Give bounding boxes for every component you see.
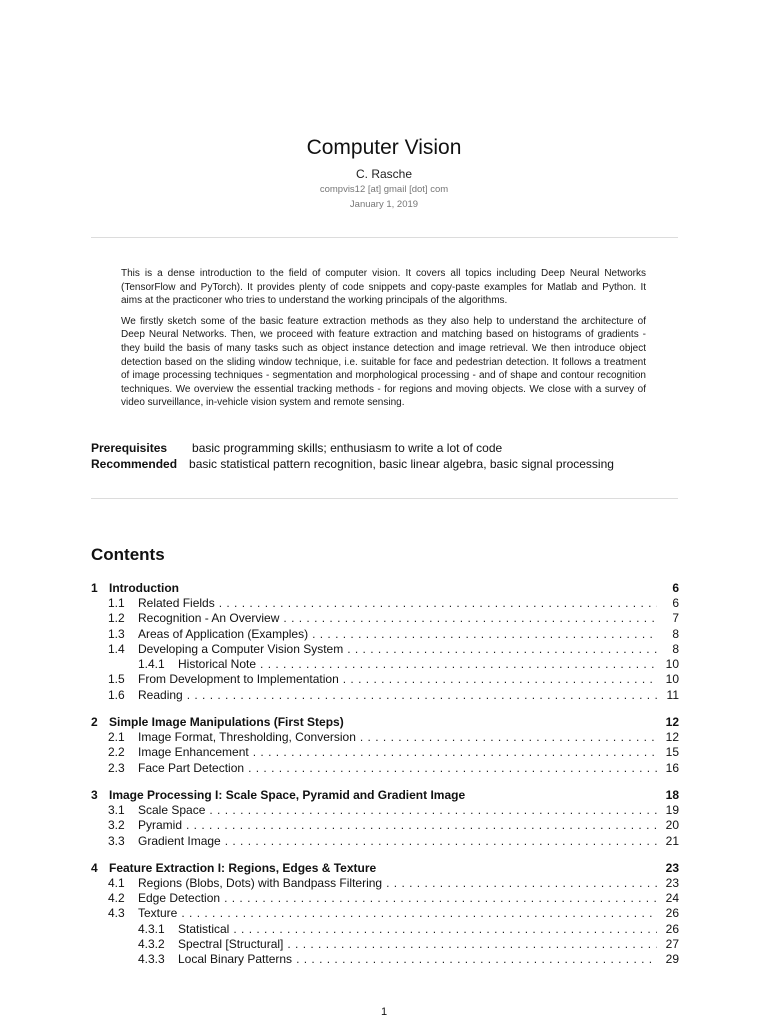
toc-title: Recognition - An Overview [138,611,280,626]
toc-section-entry[interactable] [91,876,679,891]
toc-leader-dots [209,803,657,818]
toc-number: 1.4.1 [138,657,165,672]
toc-leader-dots [219,596,657,611]
toc-section-entry[interactable] [91,906,679,921]
toc-number: 3.1 [108,802,125,817]
prerequisites-row [91,440,614,456]
toc-leader-dots [225,834,657,849]
toc-page-number: 29 [665,952,679,967]
toc-number: 1.5 [108,672,125,687]
toc-title: Statistical [178,921,230,936]
document-date: January 1, 2019 [349,199,419,210]
toc-leader-dots [283,611,657,626]
toc-title: Feature Extraction I: Regions, Edges & Texture [109,860,377,875]
toc-page-number: 19 [665,802,679,817]
table-of-contents [91,580,679,979]
toc-page-number: 21 [665,833,679,848]
toc-leader-dots [287,937,657,952]
toc-page-number: 6 [672,596,679,610]
page-number: 1 [380,1006,388,1018]
toc-section-entry[interactable] [91,745,679,760]
toc-title: Edge Detection [138,891,221,906]
toc-title: Image Format, Thresholding, Conversion [138,730,356,745]
toc-title: Image Enhancement [138,745,249,760]
toc-title: Reading [138,687,183,702]
toc-title: Simple Image Manipulations (First Steps) [109,715,344,730]
toc-leader-dots [224,891,657,906]
toc-subsubsection-entry[interactable] [91,937,679,952]
author-name: C. Rasche [355,167,413,181]
toc-page-number: 12 [665,715,679,730]
toc-number: 3.3 [108,833,125,848]
toc-leader-dots [233,922,657,937]
toc-title: Texture [138,906,178,921]
toc-leader-dots [186,818,657,833]
toc-page-number: 7 [672,611,679,626]
toc-section-entry[interactable] [91,627,679,642]
toc-leader-dots [386,876,657,891]
recommended-label: Recommended [91,457,178,471]
toc-chapter-entry[interactable] [91,787,679,803]
toc-number: 4.3 [108,906,125,921]
toc-page-number: 23 [665,860,679,875]
divider-top [91,237,678,238]
toc-page-number: 8 [672,641,679,656]
prerequisites-label: Prerequisites [91,441,168,455]
toc-page-number: 20 [665,818,679,833]
toc-subsubsection-entry[interactable] [91,922,679,937]
toc-page-number: 18 [665,787,679,802]
toc-leader-dots [343,672,657,687]
toc-number: 1.3 [108,626,125,641]
toc-leader-dots [248,761,657,776]
toc-section-entry[interactable] [91,730,679,745]
toc-page-number: 24 [665,891,679,906]
toc-page-number: 6 [672,581,679,595]
toc-page-number: 10 [665,672,679,687]
toc-section-entry[interactable] [91,596,679,611]
toc-title: Regions (Blobs, Dots) with Bandpass Filtering [138,875,383,890]
toc-page-number: 26 [665,906,679,921]
toc-chapter-group [91,714,679,776]
toc-chapter-group [91,580,679,703]
toc-section-entry[interactable] [91,611,679,626]
abstract-paragraph-1: This is a dense introduction to the field of computer vision. It covers all topics including Deep Neural Networks (TensorFlow and PyTorch). It provides plenty of code snippets and copy-paste examples for Matlab and Python. It aims at the practiconer who tries to understand the working principals of the algorithms. [121,268,646,307]
abstract [121,267,646,417]
toc-number: 1.4 [108,641,125,656]
course-requirements [91,440,614,472]
toc-title: From Development to Implementation [138,672,339,687]
toc-page-number: 26 [665,921,679,936]
toc-leader-dots [260,657,657,672]
toc-page-number: 8 [672,626,679,641]
toc-section-entry[interactable] [91,818,679,833]
toc-leader-dots [187,688,657,703]
author-email: compvis12 [at] gmail [dot] com [319,184,449,195]
toc-section-entry[interactable] [91,834,679,849]
toc-page-number: 11 [666,687,679,702]
toc-number: 3 [91,787,98,802]
toc-title: Related Fields [138,596,215,610]
toc-section-entry[interactable] [91,803,679,818]
toc-page-number: 15 [665,745,679,760]
toc-chapter-group [91,787,679,849]
toc-title: Image Processing I: Scale Space, Pyramid and Gradient Image [109,787,466,802]
toc-number: 1.2 [108,611,125,626]
toc-leader-dots [360,730,657,745]
document-title: Computer Vision [306,136,462,159]
toc-chapter-entry[interactable] [91,860,679,876]
toc-title: Local Binary Patterns [178,952,293,967]
toc-leader-dots [253,745,657,760]
toc-subsubsection-entry[interactable] [91,657,679,672]
toc-number: 1.6 [108,687,125,702]
toc-section-entry[interactable] [91,642,679,657]
toc-section-entry[interactable] [91,672,679,687]
toc-title: Pyramid [138,818,183,833]
toc-section-entry[interactable] [91,761,679,776]
toc-title: Areas of Application (Examples) [138,626,309,641]
toc-leader-dots [296,952,657,967]
toc-number: 1 [91,581,98,595]
toc-chapter-entry[interactable] [91,714,679,730]
toc-number: 2.3 [108,760,125,775]
toc-leader-dots [312,627,657,642]
contents-heading: Contents [91,545,165,564]
toc-title: Introduction [109,581,179,595]
toc-number: 2.2 [108,745,125,760]
toc-number: 2 [91,715,98,730]
toc-page-number: 16 [665,760,679,775]
toc-number: 1.1 [108,596,125,610]
toc-leader-dots [347,642,657,657]
toc-title: Face Part Detection [138,760,245,775]
toc-title: Gradient Image [138,833,221,848]
toc-chapter-entry[interactable] [91,580,679,596]
toc-page-number: 12 [665,730,679,745]
prerequisites-value: basic programming skills; enthusiasm to write a lot of code [192,441,503,455]
toc-page-number: 10 [665,657,679,672]
toc-subsubsection-entry[interactable] [91,952,679,967]
toc-page-number: 27 [665,937,679,952]
toc-section-entry[interactable] [91,688,679,703]
toc-number: 2.1 [108,730,125,745]
divider-bottom [91,498,678,499]
toc-number: 4.3.1 [138,921,165,936]
toc-page-number: 23 [665,875,679,890]
toc-chapter-group [91,860,679,968]
toc-section-entry[interactable] [91,891,679,906]
toc-title: Spectral [Structural] [178,937,284,952]
toc-number: 4.1 [108,875,125,890]
toc-number: 3.2 [108,818,125,833]
title-block [0,134,768,210]
recommended-row [91,456,614,472]
toc-title: Scale Space [138,802,206,817]
recommended-value: basic statistical pattern recognition, basic linear algebra, basic signal processing [189,457,614,471]
toc-number: 4.3.2 [138,937,165,952]
toc-number: 4.2 [108,891,125,906]
toc-leader-dots [181,906,657,921]
toc-title: Historical Note [178,657,257,672]
toc-title: Developing a Computer Vision System [138,641,344,656]
toc-number: 4.3.3 [138,952,165,967]
abstract-paragraph-2: We firstly sketch some of the basic feature extraction methods as they also help to understand the architecture of Deep Neural Networks. Then, we proceed with feature extraction and matching based on histograms of gradients - they build the basis of many tasks such as object instance detection and image retrieval. We then introduce object detection based on the sliding window technique, i.e. suitable for face and pedestrian detection. It follows a treatment of image processing techniques - segmentation and morphological processing - and of shape and contour recognition techniques. We overview the essential tracking methods - for regions and moving objects. We close with a survey of video surveillance, in-vehicle vision system and remote sensing. [121,315,646,409]
toc-number: 4 [91,860,98,875]
